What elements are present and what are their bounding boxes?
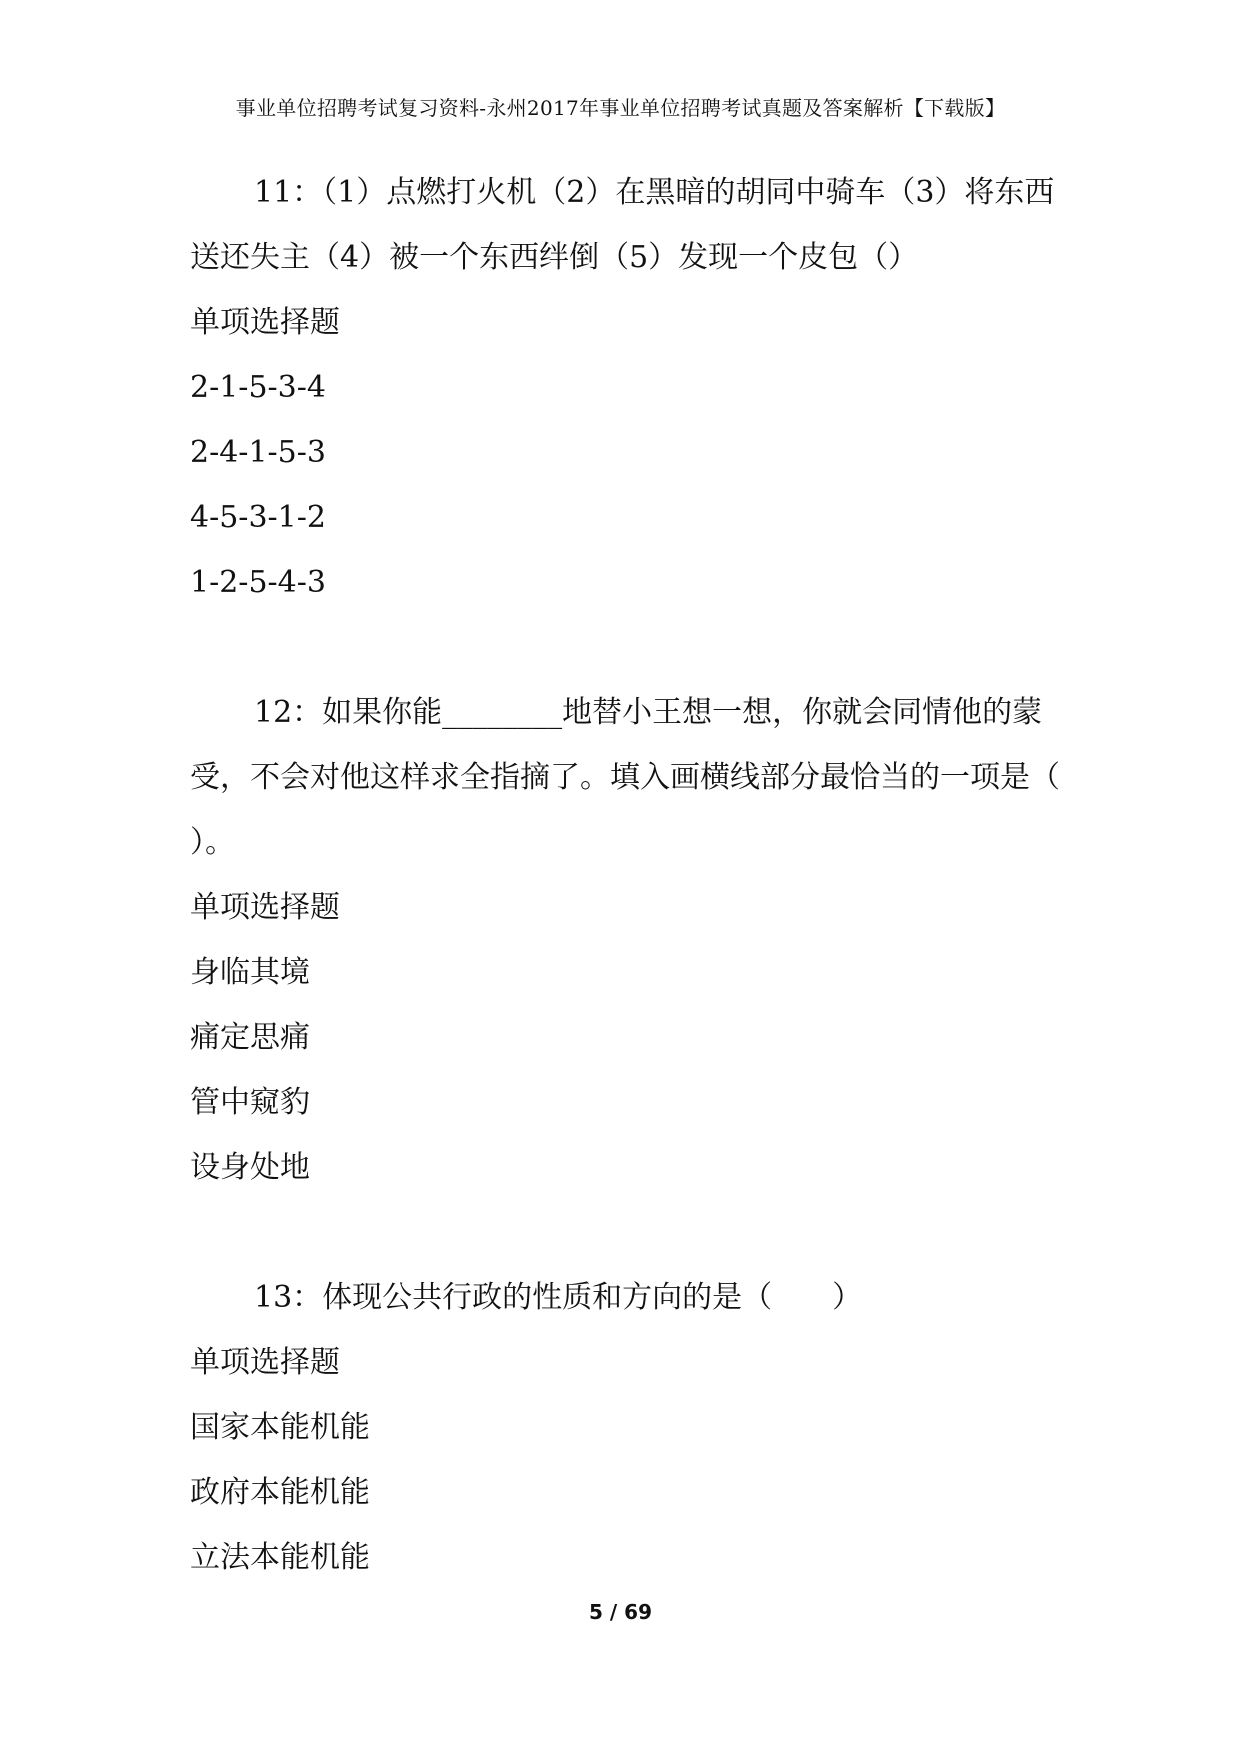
- question-stem: 13：体现公共行政的性质和方向的是（ ）: [254, 1280, 863, 1315]
- option-d: 1-2-5-4-3: [190, 565, 326, 600]
- question-stem: 12：如果你能________地替小王想一想，你就会同情他的蒙受，不会对他这样求全指摘了。填入画横线部分最恰当的一项是（ ）。: [190, 695, 1060, 860]
- option-b: 痛定思痛: [190, 1020, 310, 1055]
- option-a: 2-1-5-3-4: [190, 370, 326, 405]
- question-type: 单项选择题: [190, 1345, 340, 1380]
- question-type: 单项选择题: [190, 890, 340, 925]
- question-list: [190, 160, 1060, 1590]
- option-c: 管中窥豹: [190, 1085, 310, 1120]
- option-d: 设身处地: [190, 1150, 310, 1185]
- question-stem: 11：（1）点燃打火机（2）在黑暗的胡同中骑车（3）将东西送还失主（4）被一个东西绊倒（5）发现一个皮包（）: [190, 175, 1055, 275]
- option-c: 立法本能机能: [190, 1540, 370, 1575]
- question-12: [190, 680, 1060, 1200]
- question-11: [190, 160, 1060, 615]
- question-type: 单项选择题: [190, 305, 340, 340]
- option-a: 国家本能机能: [190, 1410, 370, 1445]
- option-c: 4-5-3-1-2: [190, 500, 326, 535]
- option-b: 2-4-1-5-3: [190, 435, 326, 470]
- question-13: [190, 1265, 1060, 1590]
- document-header: 事业单位招聘考试复习资料-永州2017年事业单位招聘考试真题及答案解析【下载版】: [235, 96, 1006, 120]
- option-a: 身临其境: [190, 955, 310, 990]
- option-b: 政府本能机能: [190, 1475, 370, 1510]
- page-number: 5 / 69: [589, 1600, 652, 1624]
